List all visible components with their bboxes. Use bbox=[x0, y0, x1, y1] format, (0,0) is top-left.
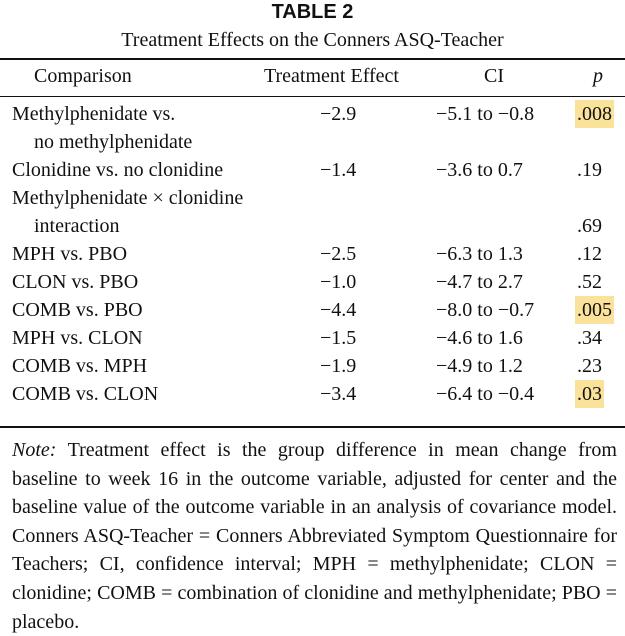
table-label: TABLE 2 bbox=[271, 1, 354, 23]
cell-p-value: .12 bbox=[577, 243, 602, 265]
cell-ci: −5.1 to −0.8 bbox=[436, 103, 535, 125]
cell-treatment-effect: −2.5 bbox=[320, 243, 357, 265]
cell-ci: −4.9 to 1.2 bbox=[436, 355, 523, 377]
comparison-text: CLON vs. PBO bbox=[12, 271, 139, 293]
cell-treatment-effect: −1.9 bbox=[320, 355, 357, 377]
cell-treatment-effect: −2.9 bbox=[320, 103, 357, 125]
cell-ci: −6.3 to 1.3 bbox=[436, 243, 523, 265]
comparison-text-continued: no methylphenidate bbox=[34, 131, 193, 153]
table-row bbox=[0, 352, 625, 380]
note-text: Treatment effect is the group difference in mean change from baseline to week 16 in the outcome variable, adjusted for center and the baseline value of the outcome variable in an analysis of covariance model. Conners ASQ-Teacher = Conners Abbreviated Symptom Questionnaire for Teachers; CI, confidence interval; MPH = methylphenidate; CLON = clonidine; COMB = combination of clonidine and methylphenidate; PBO = placebo. bbox=[12, 439, 617, 633]
table-header-row bbox=[0, 60, 625, 94]
comparison-text: MPH vs. CLON bbox=[12, 327, 143, 349]
comparison-text: COMB vs. CLON bbox=[12, 383, 159, 405]
header-p: p bbox=[593, 65, 603, 87]
header-rule bbox=[0, 96, 625, 97]
table-row bbox=[0, 156, 625, 184]
comparison-text: COMB vs. PBO bbox=[12, 299, 143, 321]
header-comparison: Comparison bbox=[34, 65, 132, 87]
cell-comparison bbox=[12, 100, 312, 156]
cell-treatment-effect: −1.4 bbox=[320, 159, 357, 181]
cell-p-value-highlighted: .008 bbox=[575, 100, 614, 128]
cell-comparison bbox=[12, 184, 312, 240]
bottom-rule bbox=[0, 426, 625, 428]
cell-p-value: .69 bbox=[577, 215, 602, 237]
cell-comparison bbox=[12, 156, 312, 184]
cell-p-value-highlighted: .005 bbox=[575, 296, 614, 324]
cell-ci: −4.7 to 2.7 bbox=[436, 271, 523, 293]
table-title: Treatment Effects on the Conners ASQ-Teacher bbox=[121, 29, 504, 51]
table-row bbox=[0, 100, 625, 156]
header-ci: CI bbox=[484, 65, 504, 87]
cell-comparison bbox=[12, 380, 312, 408]
table-row bbox=[0, 324, 625, 352]
cell-comparison bbox=[12, 296, 312, 324]
cell-p-value: .23 bbox=[577, 355, 602, 377]
cell-ci: −4.6 to 1.6 bbox=[436, 327, 523, 349]
note-label: Note: bbox=[12, 439, 57, 461]
cell-comparison bbox=[12, 352, 312, 380]
cell-p-value: .34 bbox=[577, 327, 602, 349]
cell-p-value: .52 bbox=[577, 271, 602, 293]
comparison-text: Clonidine vs. no clonidine bbox=[12, 159, 224, 181]
cell-p-value: .19 bbox=[577, 159, 602, 181]
cell-treatment-effect: −1.5 bbox=[320, 327, 357, 349]
cell-treatment-effect: −3.4 bbox=[320, 383, 357, 405]
cell-comparison bbox=[12, 240, 312, 268]
table-body bbox=[0, 100, 625, 408]
cell-comparison bbox=[12, 268, 312, 296]
cell-comparison bbox=[12, 324, 312, 352]
cell-treatment-effect: −1.0 bbox=[320, 271, 357, 293]
table-row bbox=[0, 268, 625, 296]
comparison-text: COMB vs. MPH bbox=[12, 355, 148, 377]
comparison-text-continued: interaction bbox=[34, 215, 120, 237]
comparison-text: Methylphenidate vs. bbox=[12, 103, 176, 125]
cell-p-value-highlighted: .03 bbox=[575, 380, 604, 408]
table-row bbox=[0, 296, 625, 324]
comparison-text: Methylphenidate × clonidine bbox=[12, 187, 244, 209]
comparison-text: MPH vs. PBO bbox=[12, 243, 128, 265]
cell-ci: −3.6 to 0.7 bbox=[436, 159, 523, 181]
table-row bbox=[0, 380, 625, 408]
header-treatment-effect: Treatment Effect bbox=[264, 65, 399, 87]
table-note bbox=[12, 436, 617, 636]
cell-treatment-effect: −4.4 bbox=[320, 299, 357, 321]
table-row bbox=[0, 184, 625, 240]
cell-ci: −6.4 to −0.4 bbox=[436, 383, 535, 405]
table-row bbox=[0, 240, 625, 268]
cell-ci: −8.0 to −0.7 bbox=[436, 299, 535, 321]
